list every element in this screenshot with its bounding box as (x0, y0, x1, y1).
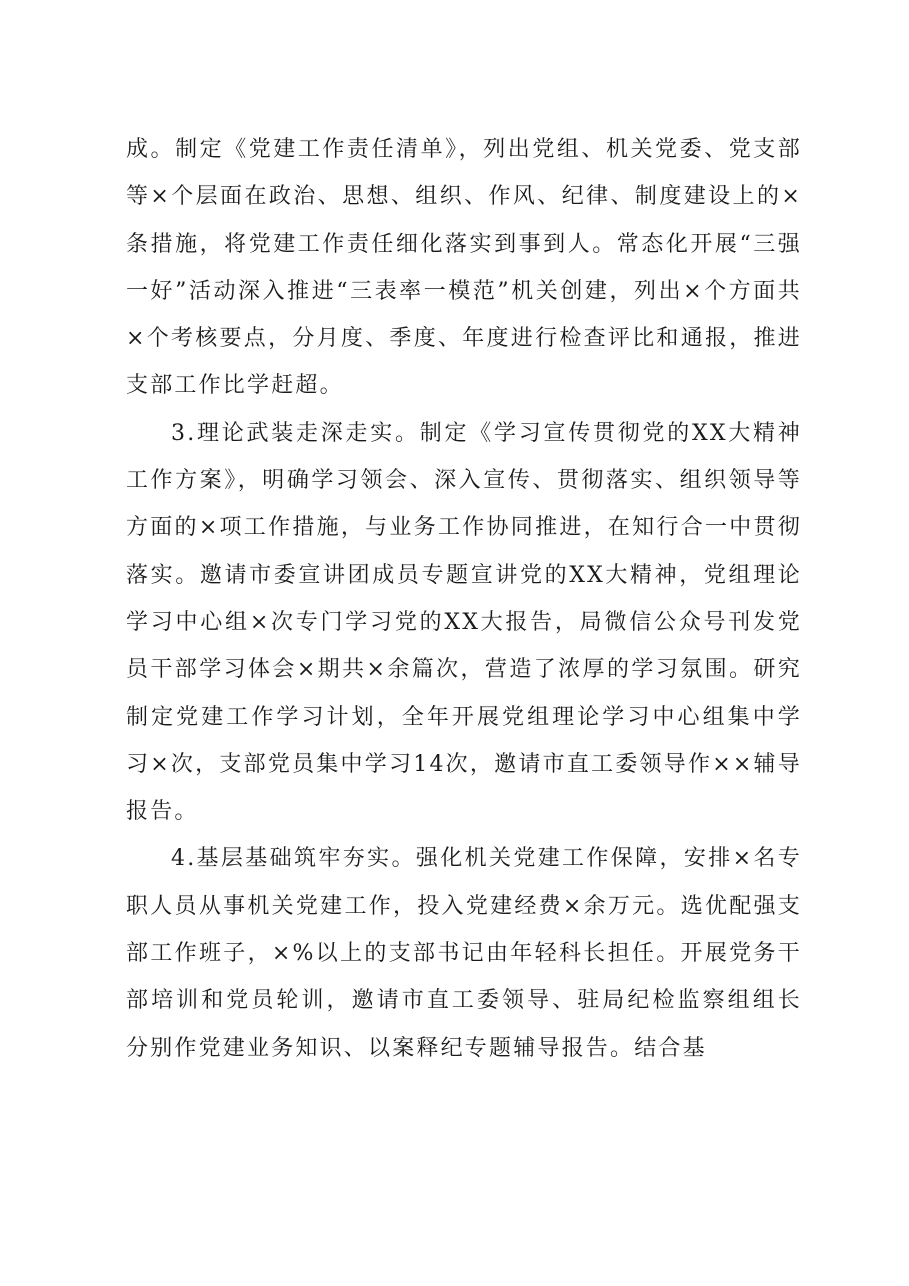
paragraph-continuation: 成。制定《党建工作责任清单》，列出党组、机关党委、党支部等×个层面在政治、思想、组织、作风、纪律、制度建设上的×条措施，将党建工作责任细化落实到事到人。常态化开展“三强一好”活动深入推进“三表率一模范”机关创建，列出×个方面共×个考核要点，分月度、季度、年度进行检查评比和通报，推进支部工作比学赶超。 (126, 137, 802, 399)
paragraph-grassroots-foundation: 4.基层基础筑牢夯实。强化机关党建工作保障，安排×名专职人员从事机关党建工作，投入党建经费×余万元。选优配强支部工作班子，×%以上的支部书记由年轻科长担任。开展党务干部培训和党员轮训，邀请市直工委领导、驻局纪检监察组组长分别作党建业务知识、以案释纪专题辅导报告。结合基 (126, 846, 802, 1061)
document-body (126, 126, 802, 1072)
paragraph-theory-study: 3.理论武装走深走实。制定《学习宣传贯彻党的XX大精神工作方案》，明确学习领会、深入宣传、贯彻落实、组织领导等方面的×项工作措施，与业务工作协同推进，在知行合一中贯彻落实。邀请市委宣讲团成员专题宣讲党的XX大精神，党组理论学习中心组×次专门学习党的XX大报告，局微信公众号刊发党员干部学习体会×期共×余篇次，营造了浓厚的学习氛围。研究制定党建工作学习计划，全年开展党组理论学习中心组集中学习×次，支部党员集中学习14次，邀请市直工委领导作××辅导报告。 (126, 420, 802, 825)
